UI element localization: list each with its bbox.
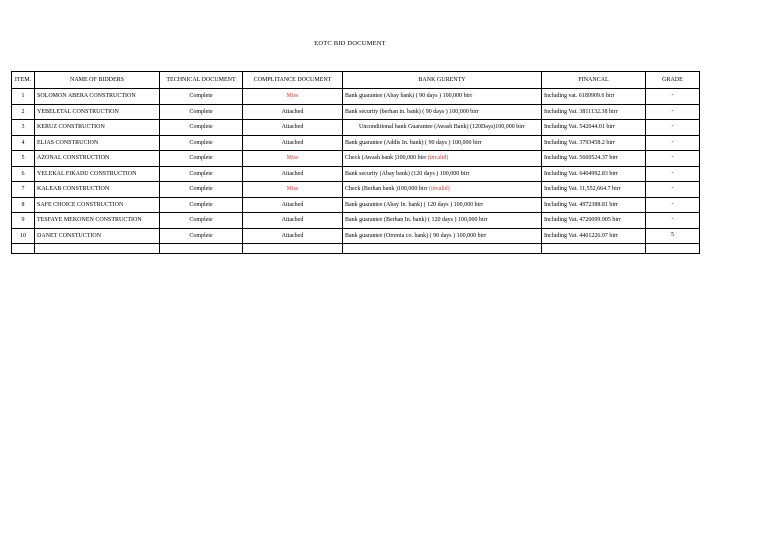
cell-technical: Complete — [160, 89, 243, 105]
header-bank: BANK GURENTY — [343, 72, 542, 89]
header-name: NAME OF BIDDERS — [35, 72, 160, 89]
bid-table — [11, 71, 700, 254]
cell-grade: - — [646, 89, 700, 105]
cell-compliance: Attached — [243, 228, 343, 244]
table-row — [12, 182, 700, 198]
cell-item: 1 — [12, 89, 35, 105]
cell-bank — [343, 197, 542, 213]
cell-technical: Complete — [160, 135, 243, 151]
cell-grade: - — [646, 120, 700, 136]
cell-compliance: Attached — [243, 120, 343, 136]
cell-item: 6 — [12, 166, 35, 182]
cell-bank — [343, 228, 542, 244]
cell-empty — [12, 244, 35, 254]
cell-empty — [243, 244, 343, 254]
header-financial: FINANCAL — [542, 72, 646, 89]
cell-technical: Complete — [160, 151, 243, 167]
bank-text: Bank security (berhan in. bank) ( 90 days ) 100,000 birr — [345, 108, 479, 115]
cell-bidder-name: ELIAS CONSTRUCION — [35, 135, 160, 151]
cell-bank — [343, 151, 542, 167]
cell-empty — [160, 244, 243, 254]
cell-financial: Including Vat. 11,552,664.7 birr — [542, 182, 646, 198]
bank-text: Bank guarantee (Abay In. bank) ( 120 days ) 100,000 birr — [345, 201, 484, 208]
cell-grade: - — [646, 197, 700, 213]
cell-financial: Including Vat. 6404992.83 birr — [542, 166, 646, 182]
cell-financial: Including Vat. 4720099.905 birr — [542, 213, 646, 229]
table-row — [12, 151, 700, 167]
cell-technical: Complete — [160, 228, 243, 244]
cell-bank — [343, 104, 542, 120]
cell-empty — [343, 244, 542, 254]
cell-item: 9 — [12, 213, 35, 229]
cell-bank — [343, 120, 542, 136]
cell-bidder-name: YEBELETAL CONSTRUCTION — [35, 104, 160, 120]
cell-technical: Complete — [160, 197, 243, 213]
cell-empty — [542, 244, 646, 254]
bank-text: Check (Berhan bank )100,000 birr — [345, 186, 429, 193]
table-row — [12, 120, 700, 136]
cell-financial: Including Vat. 3793458.2 birr — [542, 135, 646, 151]
header-technical: TECHNICAL DOCUMENT — [160, 72, 243, 89]
header-compliance: COMPLITANCE DOCUMENT — [243, 72, 343, 89]
table-row — [12, 135, 700, 151]
cell-grade: - — [646, 151, 700, 167]
cell-compliance: Miss — [243, 151, 343, 167]
cell-grade: 5 — [646, 228, 700, 244]
table-header-row — [12, 72, 700, 89]
cell-bidder-name: YELEKAL FIKADU CONSTRUCTION — [35, 166, 160, 182]
bank-text: Bank guarantee (Berhan In. bank) ( 120 days ) 100,000 birr — [345, 217, 488, 224]
cell-compliance: Miss — [243, 182, 343, 198]
bank-note: (invalid) — [427, 155, 449, 162]
cell-bidder-name: TESFAYE MEKONEN CONSTRUCTION — [35, 213, 160, 229]
cell-bank — [343, 89, 542, 105]
bank-text: Unconditional bank Guarantee (Awash Bank) (120Days)100,000 birr — [359, 124, 525, 131]
cell-financial: Including Vat. 5660524.37 birr — [542, 151, 646, 167]
table-row — [12, 213, 700, 229]
cell-item: 10 — [12, 228, 35, 244]
cell-grade: - — [646, 182, 700, 198]
cell-item: 7 — [12, 182, 35, 198]
table-row — [12, 89, 700, 105]
cell-compliance: Miss — [243, 89, 343, 105]
table-row-empty — [12, 244, 700, 254]
cell-bank — [343, 182, 542, 198]
bank-text: Bank guarantee (Addis In. bank) ( 90 days ) 100,000 birr — [345, 139, 482, 146]
cell-grade: - — [646, 213, 700, 229]
cell-technical: Complete — [160, 182, 243, 198]
cell-bidder-name: SAFE CHOICE CONSTRUCTION — [35, 197, 160, 213]
table-row — [12, 228, 700, 244]
cell-grade: - — [646, 166, 700, 182]
cell-technical: Complete — [160, 213, 243, 229]
cell-financial: Including Vat. 4401226.97 birr — [542, 228, 646, 244]
cell-financial: Including Vat. 4972388.81 birr — [542, 197, 646, 213]
cell-compliance: Attached — [243, 166, 343, 182]
cell-technical: Complete — [160, 120, 243, 136]
cell-item: 5 — [12, 151, 35, 167]
cell-bidder-name: AZONAL CONSTRUCTION — [35, 151, 160, 167]
table-row — [12, 104, 700, 120]
cell-technical: Complete — [160, 104, 243, 120]
cell-compliance: Attached — [243, 197, 343, 213]
cell-technical: Complete — [160, 166, 243, 182]
cell-grade: - — [646, 104, 700, 120]
cell-bidder-name: KALEAB CONSTRUCTION — [35, 182, 160, 198]
cell-compliance: Attached — [243, 135, 343, 151]
cell-empty — [35, 244, 160, 254]
cell-bidder-name: SOLOMON ABERA CONSTRUCTION — [35, 89, 160, 105]
cell-grade: - — [646, 135, 700, 151]
cell-bank — [343, 135, 542, 151]
bank-text: Check (Awash bank )100,000 birr — [345, 155, 428, 162]
table-row — [12, 166, 700, 182]
cell-item: 8 — [12, 197, 35, 213]
cell-item: 4 — [12, 135, 35, 151]
cell-item: 3 — [12, 120, 35, 136]
cell-bank — [343, 166, 542, 182]
cell-bidder-name: KERUZ CONSTRUCTION — [35, 120, 160, 136]
bank-note: (invalid) — [428, 186, 450, 193]
cell-empty — [646, 244, 700, 254]
cell-bank — [343, 213, 542, 229]
table-row — [12, 197, 700, 213]
header-grade: GRADE — [646, 72, 700, 89]
bank-text: Bank security (Abay bank) (120 days ) 100,000 birr — [345, 170, 470, 177]
document-title: EOTC BID DOCUMENT — [314, 40, 386, 47]
bank-text: Bank guarantee (Abay bank) ( 90 days ) 100,000 birr — [345, 93, 473, 100]
cell-financial: Including Vat. 3811132.38 birr — [542, 104, 646, 120]
cell-item: 2 — [12, 104, 35, 120]
cell-compliance: Attached — [243, 213, 343, 229]
cell-financial: Including Vat. 542044.01 birr — [542, 120, 646, 136]
cell-financial: Including vat. 6189909.6 birr — [542, 89, 646, 105]
bank-text: Bank guarantee (Oromia co. bank) ( 90 days ) 100,000 birr — [345, 232, 487, 239]
cell-compliance: Attached — [243, 104, 343, 120]
header-item: ITEM. — [12, 72, 35, 89]
cell-bidder-name: DANET CONSTUCTION — [35, 228, 160, 244]
